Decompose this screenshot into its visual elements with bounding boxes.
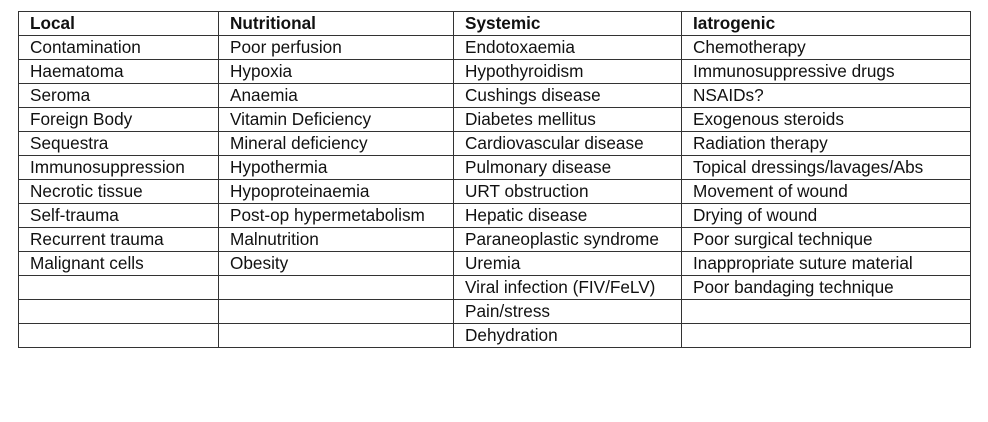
cell-nutritional (219, 276, 454, 300)
wound-healing-factors-table (18, 11, 971, 348)
cell-iatrogenic: Immunosuppressive drugs (682, 60, 971, 84)
cell-systemic: Pain/stress (454, 300, 682, 324)
table-row (19, 108, 971, 132)
table-row (19, 132, 971, 156)
table-row (19, 60, 971, 84)
cell-nutritional: Hypothermia (219, 156, 454, 180)
header-iatrogenic: Iatrogenic (682, 12, 971, 36)
table-row (19, 300, 971, 324)
table-row (19, 324, 971, 348)
cell-systemic: Cardiovascular disease (454, 132, 682, 156)
cell-nutritional: Malnutrition (219, 228, 454, 252)
cell-local (19, 324, 219, 348)
header-systemic: Systemic (454, 12, 682, 36)
cell-local (19, 276, 219, 300)
cell-iatrogenic (682, 300, 971, 324)
cell-systemic: Paraneoplastic syndrome (454, 228, 682, 252)
table-row (19, 276, 971, 300)
cell-systemic: Viral infection (FIV/FeLV) (454, 276, 682, 300)
cell-local: Malignant cells (19, 252, 219, 276)
cell-iatrogenic: Movement of wound (682, 180, 971, 204)
cell-iatrogenic: Drying of wound (682, 204, 971, 228)
cell-systemic: Hypothyroidism (454, 60, 682, 84)
cell-iatrogenic: Radiation therapy (682, 132, 971, 156)
cell-local: Contamination (19, 36, 219, 60)
cell-nutritional: Post-op hypermetabolism (219, 204, 454, 228)
cell-nutritional: Anaemia (219, 84, 454, 108)
cell-systemic: Uremia (454, 252, 682, 276)
table-row (19, 204, 971, 228)
cell-local: Immunosuppression (19, 156, 219, 180)
table-row (19, 84, 971, 108)
cell-systemic: Pulmonary disease (454, 156, 682, 180)
cell-iatrogenic: Topical dressings/lavages/Abs (682, 156, 971, 180)
cell-systemic: Diabetes mellitus (454, 108, 682, 132)
header-local: Local (19, 12, 219, 36)
cell-nutritional: Obesity (219, 252, 454, 276)
cell-iatrogenic: Chemotherapy (682, 36, 971, 60)
cell-nutritional (219, 324, 454, 348)
cell-nutritional: Hypoproteinaemia (219, 180, 454, 204)
cell-nutritional: Vitamin Deficiency (219, 108, 454, 132)
table-row (19, 36, 971, 60)
cell-local: Foreign Body (19, 108, 219, 132)
cell-iatrogenic: Poor bandaging technique (682, 276, 971, 300)
cell-systemic: Hepatic disease (454, 204, 682, 228)
cell-local: Recurrent trauma (19, 228, 219, 252)
cell-systemic: Cushings disease (454, 84, 682, 108)
cell-systemic: URT obstruction (454, 180, 682, 204)
cell-local: Seroma (19, 84, 219, 108)
cell-local: Self-trauma (19, 204, 219, 228)
cell-local: Sequestra (19, 132, 219, 156)
header-nutritional: Nutritional (219, 12, 454, 36)
cell-systemic: Dehydration (454, 324, 682, 348)
cell-iatrogenic: NSAIDs? (682, 84, 971, 108)
cell-nutritional: Hypoxia (219, 60, 454, 84)
cell-iatrogenic: Poor surgical technique (682, 228, 971, 252)
cell-systemic: Endotoxaemia (454, 36, 682, 60)
cell-iatrogenic: Inappropriate suture material (682, 252, 971, 276)
table-row (19, 252, 971, 276)
cell-nutritional: Mineral deficiency (219, 132, 454, 156)
cell-local: Necrotic tissue (19, 180, 219, 204)
cell-nutritional: Poor perfusion (219, 36, 454, 60)
header-row (19, 12, 971, 36)
cell-iatrogenic (682, 324, 971, 348)
cell-iatrogenic: Exogenous steroids (682, 108, 971, 132)
cell-local (19, 300, 219, 324)
cell-nutritional (219, 300, 454, 324)
table-row (19, 156, 971, 180)
table-row (19, 228, 971, 252)
table-row (19, 180, 971, 204)
cell-local: Haematoma (19, 60, 219, 84)
